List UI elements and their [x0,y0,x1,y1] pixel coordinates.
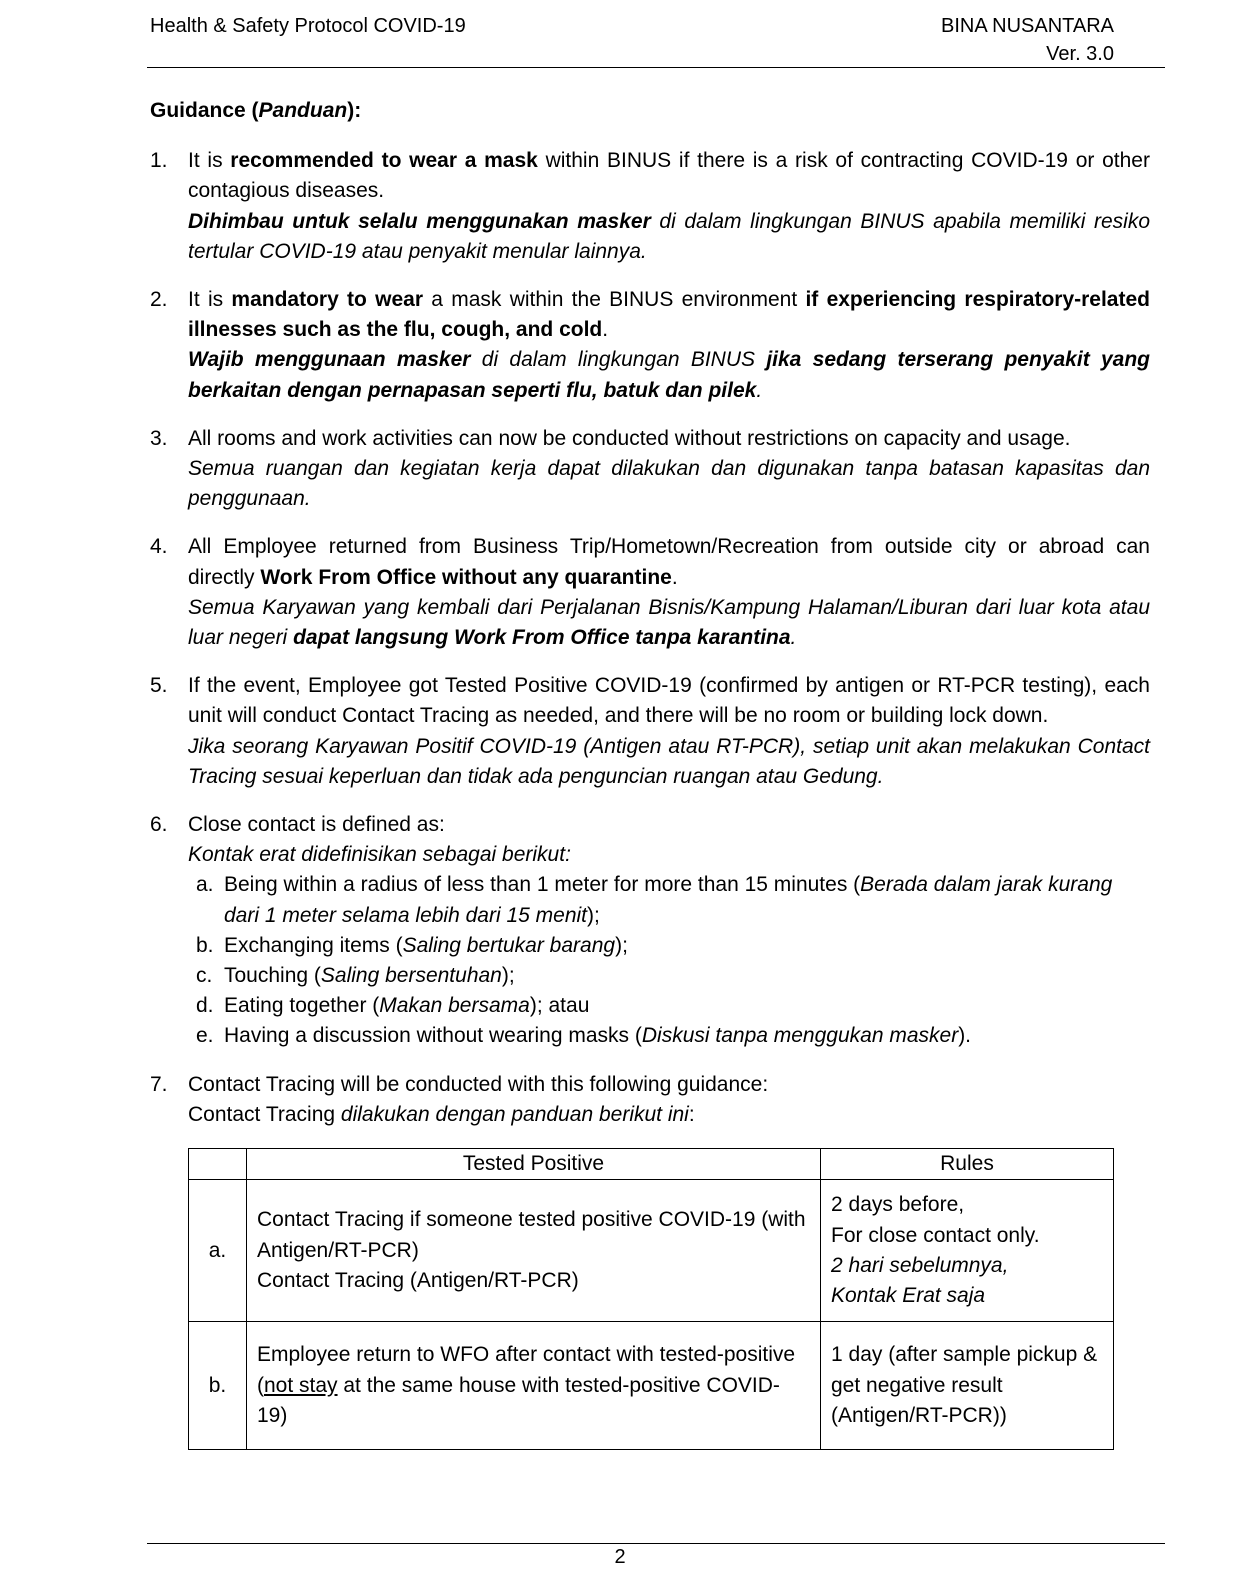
close-contact-list [188,870,1150,1051]
row-label: b. [189,1322,247,1450]
item-number: 6. [150,813,168,837]
contact-tracing-table [188,1148,1114,1450]
item-indonesian: Dihimbau untuk selalu menggunakan masker di dalam lingkungan BINUS apabila memiliki resiko tertular COVID-19 atau penyakit menular lainnya. [188,209,1150,263]
item-english: All Employee returned from Business Trip/Hometown/Recreation from outside city or abroad can directly Work From Office without any quarantine. [188,535,1150,589]
header-org-name: BINA NUSANTARA [941,15,1114,37]
item-number: 3. [150,426,168,450]
item-english: All rooms and work activities can now be conducted without restrictions on capacity and usage. [188,426,1071,450]
close-contact-item-b: b. Exchanging items (Saling bertukar barang); [196,933,628,957]
item-english: If the event, Employee got Tested Positive COVID-19 (confirmed by antigen or RT-PCR testing), each unit will conduct Contact Tracing as needed, and there will be no room or building lock down. [188,674,1150,728]
table-header-row [189,1149,1114,1180]
document-body [150,96,1150,1468]
table-row [189,1180,1114,1322]
header-org [941,12,1114,68]
item-indonesian: Contact Tracing dilakukan dengan panduan berikut ini: [188,1102,695,1126]
item-indonesian: Semua Karyawan yang kembali dari Perjalanan Bisnis/Kampung Halaman/Liburan dari luar kota atau luar negeri dapat langsung Work From Office tanpa karantina. [188,595,1150,650]
page-number: 2 [614,1546,626,1568]
table-row [189,1322,1114,1450]
header-rule [147,67,1165,68]
guidance-item-4 [150,532,1150,653]
table-header-rules: Rules [821,1149,1114,1180]
rules-cell: 1 day (after sample pickup & get negative result (Antigen/RT-PCR)) [821,1322,1114,1450]
tested-positive-cell: Contact Tracing if someone tested positive COVID-19 (with Antigen/RT-PCR) Contact Tracing (Antigen/RT-PCR) [247,1180,821,1322]
item-indonesian: Jika seorang Karyawan Positif COVID-19 (Antigen atau RT-PCR), setiap unit akan melakukan Contact Tracing sesuai keperluan dan tidak ada penguncian ruangan atau Gedung. [188,734,1150,788]
close-contact-item-a: a. Being within a radius of less than 1 meter for more than 15 minutes (Berada dalam jarak kurang dari 1 meter selama lebih dari 15 menit); [196,873,1113,927]
guidance-item-6 [150,810,1150,1052]
item-number: 2. [150,288,168,312]
close-contact-item-d: d. Eating together (Makan bersama); atau [196,994,590,1018]
item-number: 1. [150,149,168,173]
guidance-item-3 [150,424,1150,515]
item-number: 7. [150,1072,168,1096]
item-indonesian: Wajib menggunaan masker di dalam lingkungan BINUS jika sedang terserang penyakit yang berkaitan dengan pernapasan seperti flu, batuk dan pilek. [188,348,1151,402]
guidance-item-2 [150,285,1150,406]
item-indonesian: Kontak erat didefinisikan sebagai berikut: [188,843,571,867]
table-header-tested-positive: Tested Positive [247,1149,821,1180]
row-label: a. [189,1180,247,1322]
section-heading: Guidance (Panduan): [150,99,362,122]
tested-positive-cell: Employee return to WFO after contact with tested-positive (not stay at the same house with tested-positive COVID-19) [247,1322,821,1450]
header-title: Health & Safety Protocol COVID-19 [150,15,466,37]
item-indonesian: Semua ruangan dan kegiatan kerja dapat dilakukan dan digunakan tanpa batasan kapasitas dan penggunaan. [188,457,1150,511]
header-version: Ver. 3.0 [1046,43,1114,65]
table-header-index [189,1149,247,1180]
guidance-item-7 [150,1070,1150,1451]
guidance-item-5 [150,671,1150,792]
rules-cell: 2 days before, For close contact only. 2 hari sebelumnya, Kontak Erat saja [821,1180,1114,1322]
item-english: Close contact is defined as: [188,813,445,837]
item-number: 5. [150,674,168,698]
item-number: 4. [150,535,168,559]
item-english: It is mandatory to wear a mask within the BINUS environment if experiencing respiratory-related illnesses such as the flu, cough, and cold. [188,288,1150,342]
close-contact-item-c: c. Touching (Saling bersentuhan); [196,964,515,988]
item-english: Contact Tracing will be conducted with this following guidance: [188,1072,769,1096]
guidance-list [150,146,1150,1450]
item-english: It is recommended to wear a mask within BINUS if there is a risk of contracting COVID-19 or other contagious diseases. [188,149,1150,203]
guidance-item-1 [150,146,1150,267]
footer-rule [147,1543,1165,1544]
close-contact-item-e: e. Having a discussion without wearing masks (Diskusi tanpa menggukan masker). [196,1024,972,1048]
